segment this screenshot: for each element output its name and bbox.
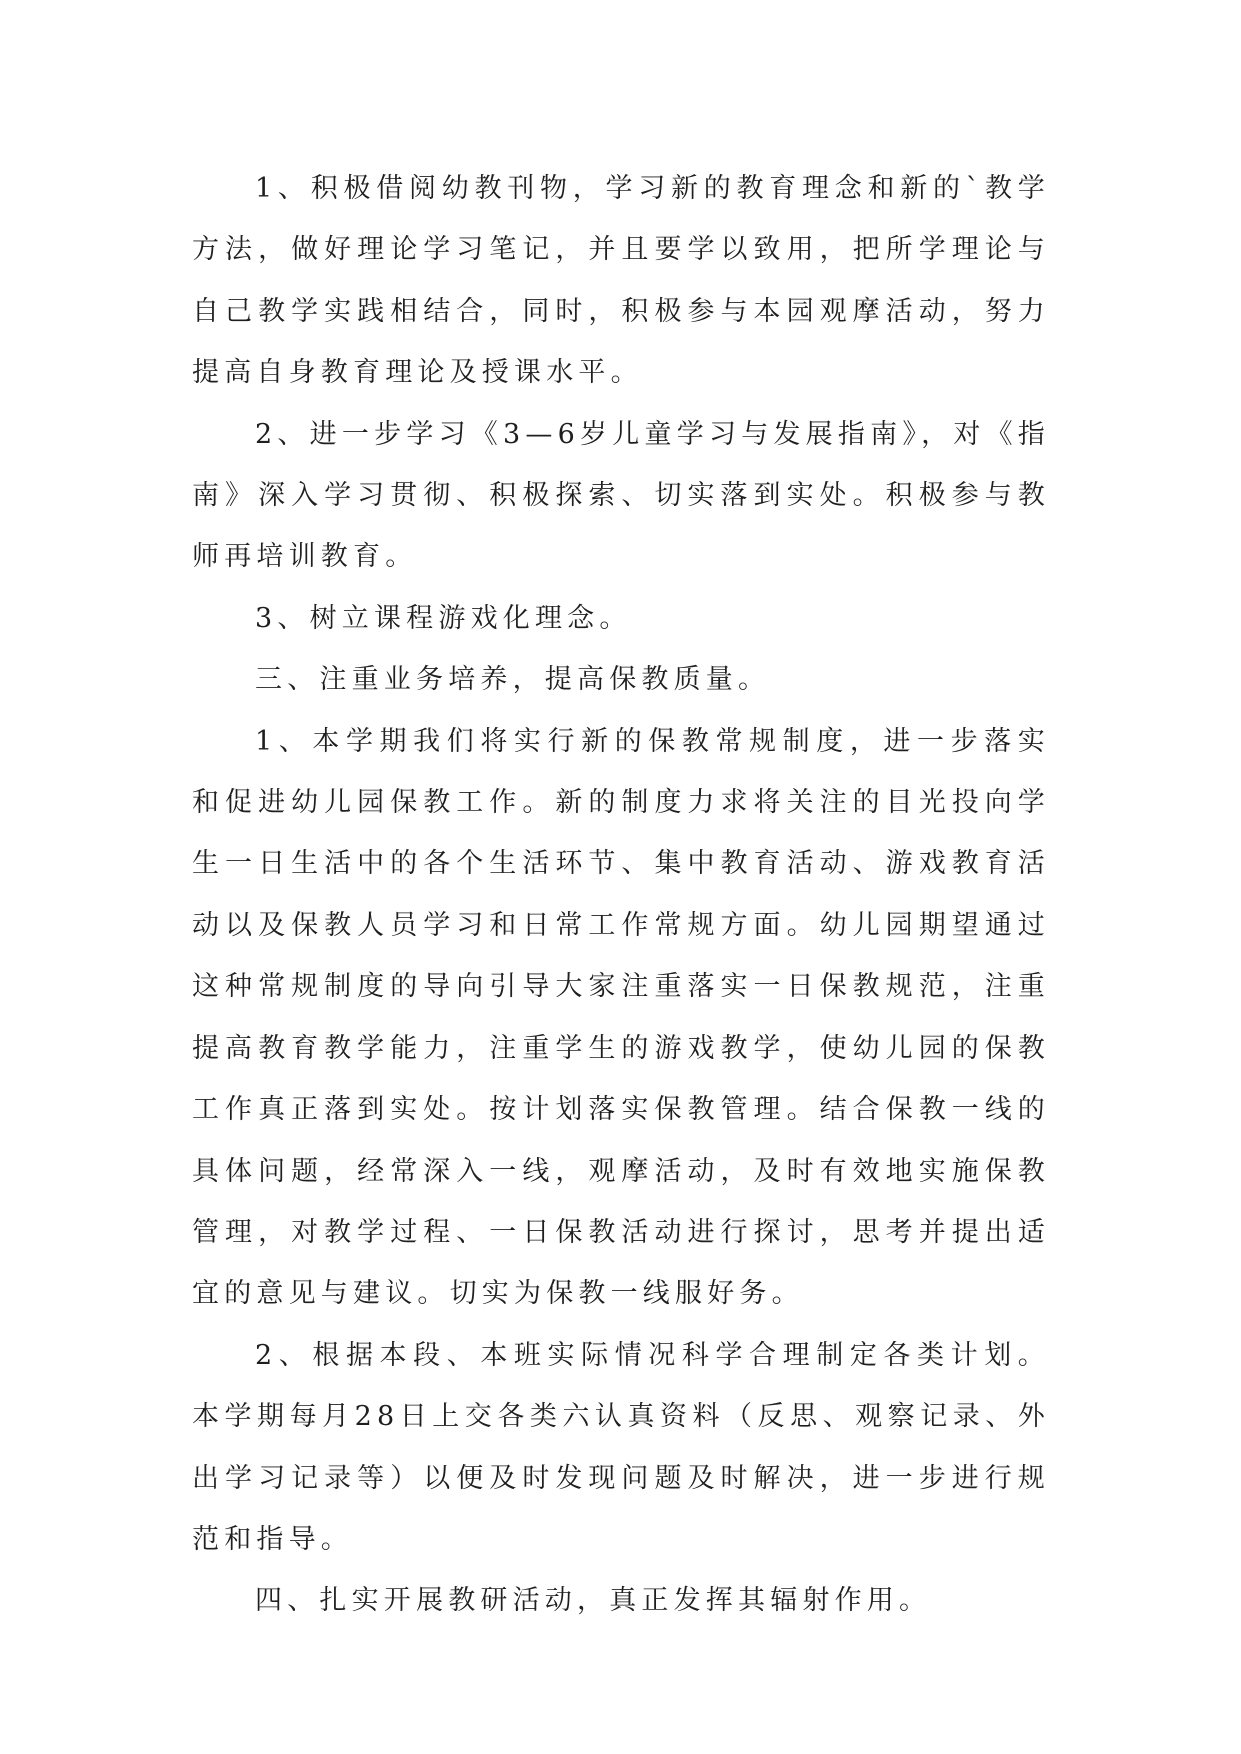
section-heading-3: 三、注重业务培养，提高保教质量。 [255, 664, 771, 696]
paragraph-2-guide-study: 2、进一步学习《3—6岁儿童学习与发展指南》，对《指南》深入学习贯彻、积极探索、切实落到实处。积极参与教师再培训教育。 [192, 418, 1050, 573]
document-body [192, 158, 1050, 1632]
paragraph-4-routine-system: 1、本学期我们将实行新的保教常规制度，进一步落实和促进幼儿园保教工作。新的制度力求将关注的目光投向学生一日生活中的各个生活环节、集中教育活动、游戏教育活动以及保教人员学习和日常工作常规方面。幼儿园期望通过这种常规制度的导向引导大家注重落实一日保教规范，注重提高教育教学能力，注重学生的游戏教学，使幼儿园的保教工作真正落到实处。按计划落实保教管理。结合保教一线的具体问题，经常深入一线，观摩活动，及时有效地实施保教管理，对教学过程、一日保教活动进行探讨，思考并提出适宜的意见与建议。切实为保教一线服好务。 [192, 725, 1050, 1310]
paragraph-5-plans: 2、根据本段、本班实际情况科学合理制定各类计划。本学期每月28日上交各类六认真资料（反思、观察记录、外出学习记录等）以便及时发现问题及时解决，进一步进行规范和指导。 [192, 1339, 1050, 1555]
section-heading-4: 四、扎实开展教研活动，真正发挥其辐射作用。 [255, 1585, 932, 1617]
paragraph-1-reading: 1、积极借阅幼教刊物，学习新的教育理念和新的`教学方法，做好理论学习笔记，并且要学以致用，把所学理论与自己教学实践相结合，同时，积极参与本园观摩活动，努力提高自身教育理论及授课水平。 [192, 173, 1050, 389]
paragraph-3-game-curriculum: 3、树立课程游戏化理念。 [255, 602, 632, 634]
